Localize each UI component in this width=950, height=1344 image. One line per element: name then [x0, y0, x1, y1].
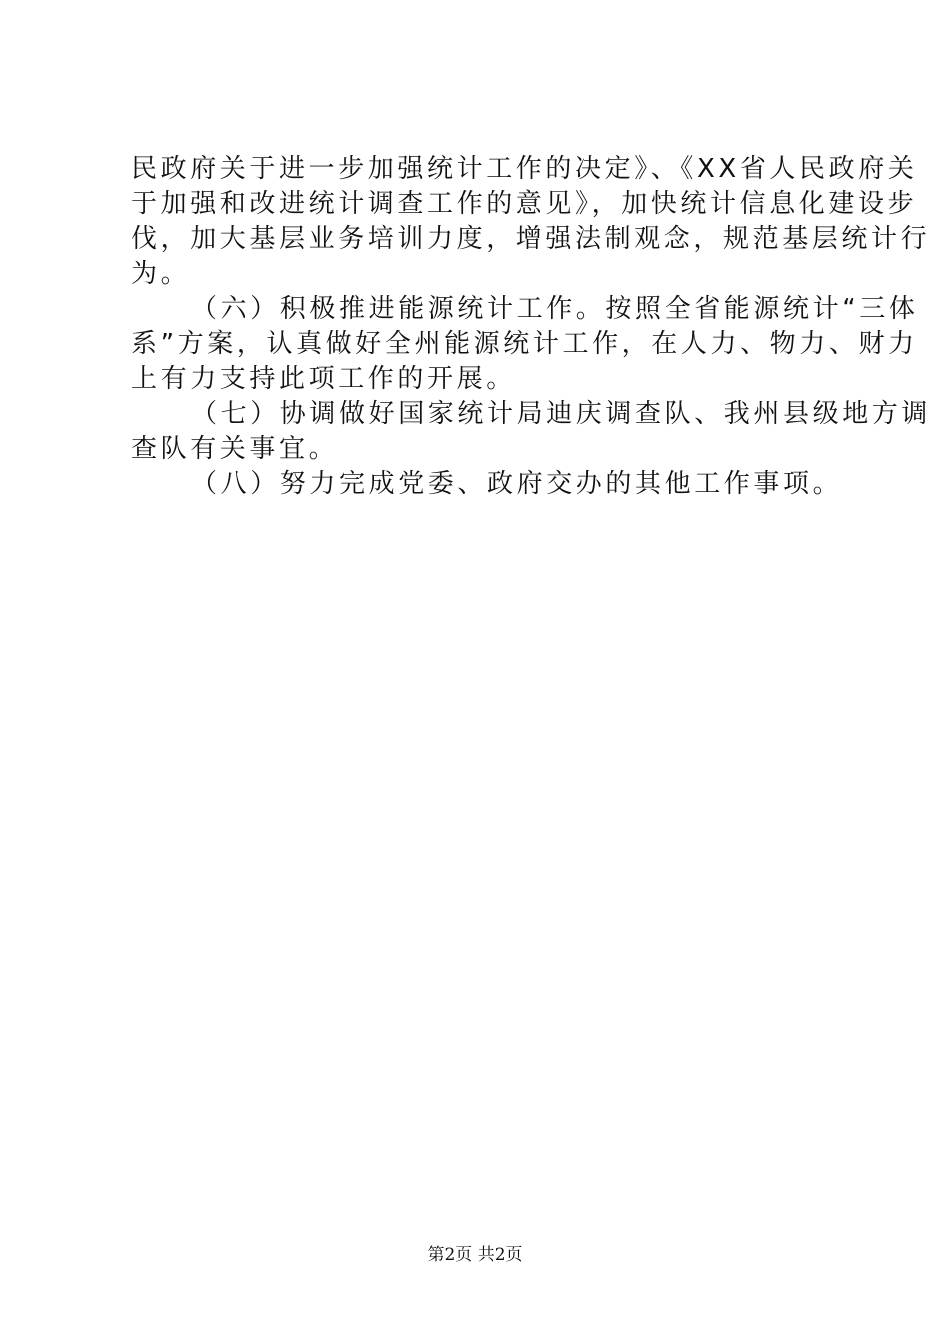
paragraph-seven-start: （七）协调做好国家统计局迪庆调查队、我州县级地方调 — [191, 399, 932, 429]
page-footer: 第2页 共2页 — [427, 1245, 523, 1265]
text-line: 上有力支持此项工作的开展。 — [131, 364, 516, 394]
paragraph-eight: （八）努力完成党委、政府交办的其他工作事项。 — [191, 469, 843, 499]
body-text — [131, 152, 932, 502]
text-line: 为。 — [131, 259, 191, 289]
text-line: 系”方案，认真做好全州能源统计工作，在人力、物力、财力 — [131, 329, 918, 359]
text-line: 于加强和改进统计调查工作的意见》，加快统计信息化建设步 — [131, 189, 918, 219]
paragraph-six-start: （六）积极推进能源统计工作。按照全省能源统计“三体 — [191, 294, 919, 324]
text-line: 伐，加大基层业务培训力度，增强法制观念，规范基层统计行 — [131, 224, 931, 254]
text-line: 查队有关事宜。 — [131, 434, 339, 464]
text-line: 民政府关于进一步加强统计工作的决定》、《XX省人民政府关 — [131, 154, 918, 184]
